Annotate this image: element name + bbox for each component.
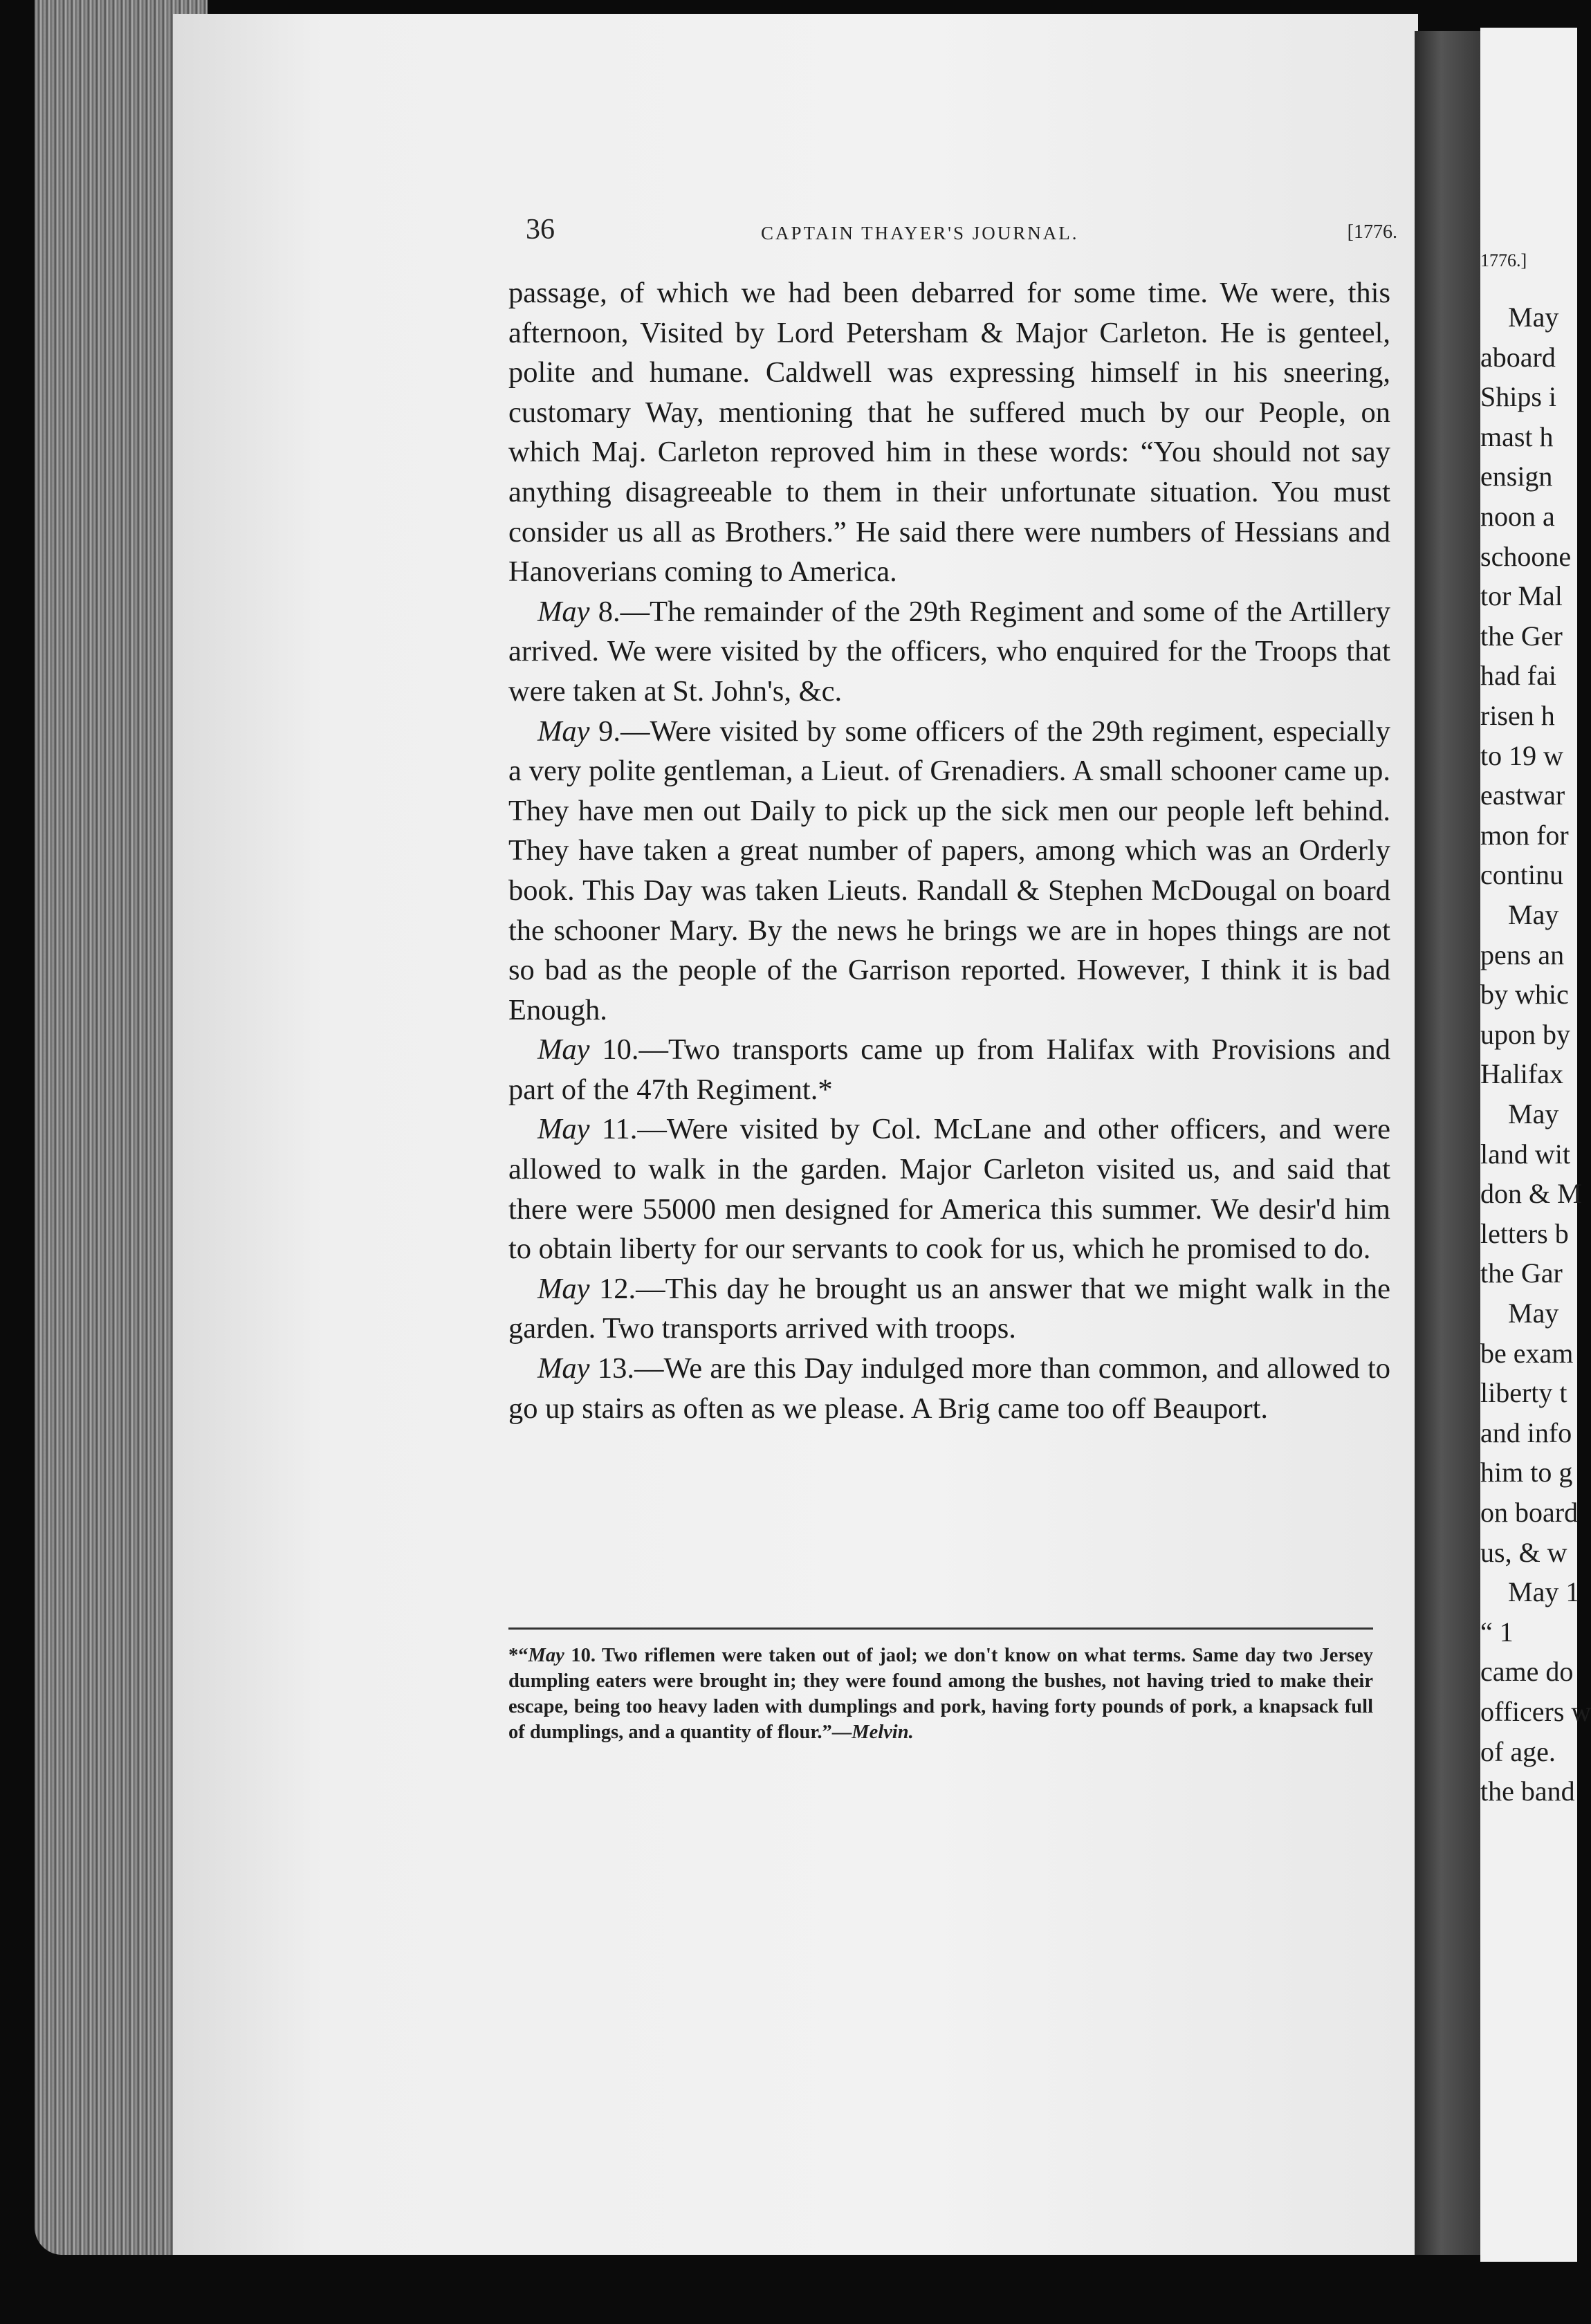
right-page-line: ensign <box>1480 461 1553 492</box>
right-page-line: the band <box>1480 1776 1575 1807</box>
right-page-line: schoone <box>1480 540 1572 572</box>
right-page-line: officers w <box>1480 1696 1591 1727</box>
right-page-line: on board <box>1480 1497 1579 1528</box>
right-page-line: eastwar <box>1480 780 1565 811</box>
right-page-line: came do <box>1480 1656 1574 1688</box>
entry-text: 8.—The remainder of the 29th Regiment and some of the Artillery arrived. We were visited by the officers, who enquired for the Troops that were taken at St. John's, &c. <box>508 595 1390 708</box>
footnote-divider <box>508 1627 1373 1630</box>
right-page-line: mast h <box>1480 421 1554 452</box>
right-page-line: him to g <box>1480 1457 1573 1488</box>
right-page-line: had fai <box>1480 660 1556 692</box>
right-page-line: Halifax <box>1480 1058 1563 1090</box>
entry-may-8 <box>508 592 1390 712</box>
footnote <box>508 1643 1373 1745</box>
right-page-line: tor Mal <box>1480 580 1563 612</box>
right-page-fragment <box>1480 28 1591 2262</box>
journal-body <box>508 273 1390 1428</box>
right-page-line: liberty t <box>1480 1377 1567 1409</box>
entry-date: May <box>537 595 590 628</box>
entry-text: 9.—Were visited by some officers of the 29th regiment, especially a very polite gentleman, a Lieut. of Grenadiers. A small schooner came up. They have men out Daily to pick up the sick men our people left behind. They have taken a great number of papers, among which was an Orderly book. This Day was taken Lieuts. Randall & Stephen McDougal on board the schooner Mary. By the news he brings we are in hopes things are not so bad as the people of the Garrison reported. However, I think it is bad Enough. <box>508 714 1390 1026</box>
right-page-year: 1776.] <box>1480 250 1527 270</box>
opening-paragraph: passage, of which we had been debarred for some time. We were, this afternoon, Visited by Lord Petersham & Major Carleton. He is genteel, polite and humane. Caldwell was expressing himself in his sneering, customary Way, mentioning that he suffered much by our People, on which Maj. Carleton reproved him in these words: “You should not say anything disagreeable to them in their unfortunate situation. You must consider us all as Brothers.” He said there were numbers of Hessians and Hanoverians coming to America. <box>508 277 1390 589</box>
entry-text: 12.—This day he brought us an answer that we might walk in the garden. Two transports arrived with troops. <box>508 1272 1390 1345</box>
entry-may-12 <box>508 1269 1390 1349</box>
right-page-line: aboard <box>1480 341 1556 373</box>
entry-may-13 <box>508 1349 1390 1428</box>
right-page-line: letters b <box>1480 1217 1569 1249</box>
right-page-line: May <box>1508 302 1559 333</box>
footnote-text: 10. Two riflemen were taken out of jaol; we don't know on what terms. Same day two Jersey dumpling eaters were brought in; they were found among the bushes, not having tried to make their escape, being too heavy laden with dumplings and pork, having forty pounds of pork, a knapsack full of dumplings, and a quantity of flour.”— <box>508 1645 1374 1743</box>
footnote-date: May <box>528 1645 564 1666</box>
right-page-line: the Ger <box>1480 620 1563 652</box>
right-page-line: continu <box>1480 859 1563 891</box>
right-page-line: be exam <box>1480 1337 1574 1369</box>
book-gutter <box>1415 31 1480 2255</box>
right-page-line: May <box>1508 1298 1559 1329</box>
right-page-line: May <box>1508 1098 1559 1129</box>
right-page-line: us, & w <box>1480 1536 1567 1568</box>
right-page-line: risen h <box>1480 700 1555 731</box>
right-page-line: to 19 w <box>1480 739 1563 771</box>
page-header <box>526 213 1397 255</box>
entry-date: May <box>537 1272 590 1305</box>
entry-may-11 <box>508 1109 1390 1269</box>
right-page-line: by whic <box>1480 979 1569 1011</box>
page-number: 36 <box>526 214 555 246</box>
entry-text: 11.—Were visited by Col. McLane and other officers, and were allowed to walk in the garden. Major Carleton visited us, and said that there were 55000 men designed for America this summer. We desir'd him to obtain liberty for our servants to cook for us, which he promised to do. <box>508 1113 1390 1266</box>
right-page-line: upon by <box>1480 1018 1570 1050</box>
right-page-line: the Gar <box>1480 1257 1563 1289</box>
right-page-line: Ships i <box>1480 381 1557 413</box>
entry-date: May <box>537 714 590 748</box>
entry-text: 13.—We are this Day indulged more than common, and allowed to go up stairs as often as we please. A Brig came too off Beauport. <box>508 1352 1391 1425</box>
right-page-line: don & M <box>1480 1178 1582 1210</box>
entry-date: May <box>537 1113 590 1146</box>
footnote-source: Melvin. <box>852 1722 914 1743</box>
entry-date: May <box>537 1033 590 1067</box>
right-page-line: and info <box>1480 1417 1572 1448</box>
entry-may-9 <box>508 712 1390 1031</box>
entry-may-10 <box>508 1030 1390 1109</box>
right-page-line: “ 1 <box>1480 1616 1514 1648</box>
right-page-line: land wit <box>1480 1138 1570 1170</box>
right-page-line: mon for <box>1480 819 1569 851</box>
footnote-marker: *“ <box>508 1645 528 1666</box>
entry-date: May <box>537 1352 590 1385</box>
right-page-line: May <box>1508 899 1559 930</box>
header-year: [1776. <box>1347 221 1397 243</box>
entry-text: 10.—Two transports came up from Halifax with Provisions and part of the 47th Regiment.* <box>508 1033 1391 1106</box>
right-page-line: noon a <box>1480 501 1555 532</box>
right-page-line: pens an <box>1480 939 1565 970</box>
running-title: CAPTAIN THAYER'S JOURNAL. <box>761 223 1079 243</box>
right-page-line: of age. <box>1480 1735 1556 1767</box>
right-page-line: May 1 <box>1508 1576 1580 1608</box>
